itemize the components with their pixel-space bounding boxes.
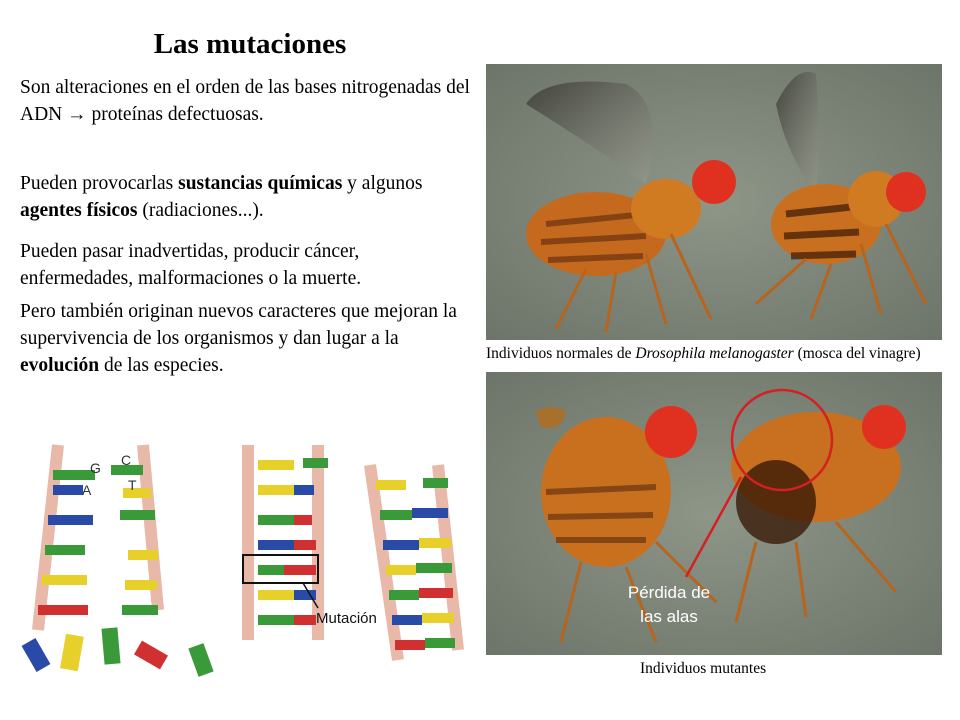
evolution-text-1: Pero también originan nuevos caracteres que mejoran la supervivencia de los organismos y dan lugar a la [20,301,457,349]
causes-bold-physical: agentes físicos [20,200,138,221]
dna-strand-left [22,445,214,677]
mutant-label-line2: las alas [640,607,698,626]
causes-bold-chemicals: sustancias químicas [178,173,343,194]
caption-species-name: Drosophila melanogaster [635,345,794,362]
base-label-g: G [90,460,101,476]
dna-strand-middle [243,445,377,640]
base-label-a: A [82,482,92,498]
caption-normal-suffix: (mosca del vinagre) [793,345,921,362]
base-label-c: C [121,452,132,468]
dna-strand-right [370,465,458,660]
paragraph-effects: Pueden pasar inadvertidas, producir cáncer, enfermedades, malformaciones o la muerte. [20,241,362,289]
paragraph-evolution [20,298,470,379]
normal-flies-caption [486,345,921,363]
base-label-t: T [128,477,137,493]
mutation-label: Mutación [316,610,377,627]
mutant-label-line1: Pérdida de [627,583,711,602]
mutant-flies-photo [486,372,942,655]
mutant-flies-caption: Individuos mutantes [640,660,767,677]
causes-text-2: y algunos [342,173,423,194]
causes-text-1: Pueden provocarlas [20,173,179,194]
evolution-text-2: de las especies. [99,355,224,376]
evolution-bold-word: evolución [20,355,100,376]
causes-text-3: (radiaciones...). [137,200,264,221]
paragraph-definition: Son alteraciones en el orden de las bases nitrogenadas del ADN → proteínas defectuosas. [20,77,470,125]
normal-flies-photo [486,64,942,340]
dna-mutation-diagram [18,440,480,710]
slide-title: Las mutaciones [153,28,347,60]
caption-normal-text: Individuos normales de [486,345,636,362]
paragraph-causes [20,170,470,224]
